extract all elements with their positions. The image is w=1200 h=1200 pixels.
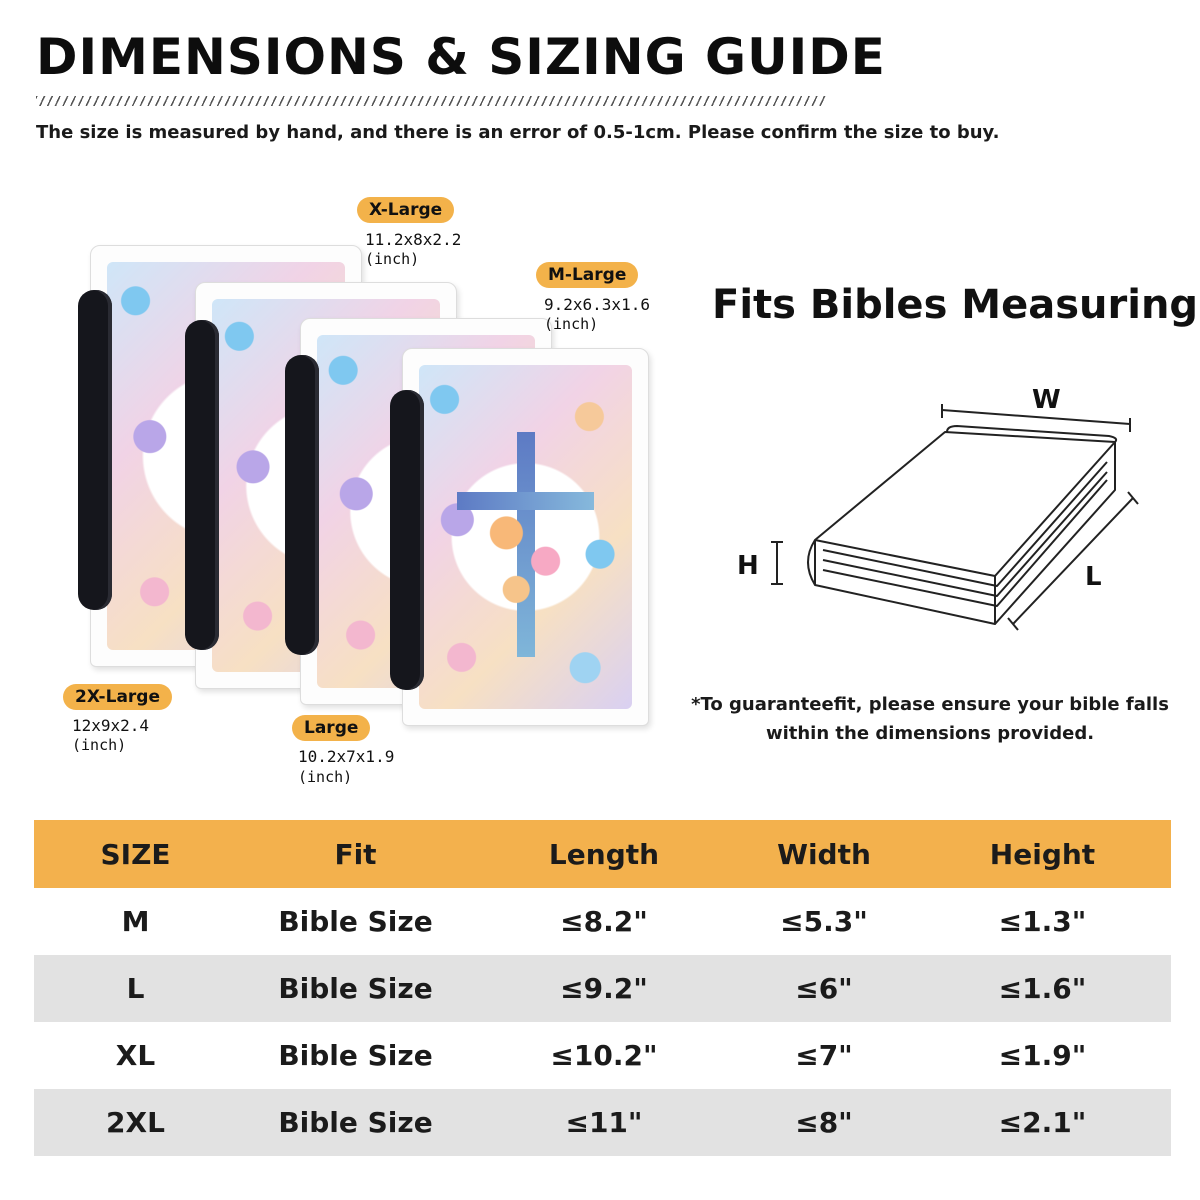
cell-height: ≤1.3" <box>998 905 1087 938</box>
header-width: Width <box>777 837 871 871</box>
hatch-divider <box>36 96 826 106</box>
header-height: Height <box>989 837 1096 871</box>
size-dims-x-large: 11.2x8x2.2 <box>365 230 462 249</box>
size-label-large: Large <box>292 715 370 741</box>
table-row <box>34 1022 1171 1089</box>
cell-length: ≤10.2" <box>550 1039 658 1072</box>
cell-height: ≤2.1" <box>998 1106 1087 1139</box>
cell-fit: Bible Size <box>278 1039 433 1072</box>
table-row <box>34 955 1171 1022</box>
header-fit: Fit <box>334 837 377 871</box>
cell-width: ≤6" <box>795 972 853 1005</box>
cell-size: XL <box>115 1039 156 1072</box>
cell-fit: Bible Size <box>278 972 433 1005</box>
table-row <box>34 888 1171 955</box>
size-unit-2x-large: (inch) <box>72 736 127 754</box>
cell-height: ≤1.9" <box>998 1039 1087 1072</box>
fit-note: *To guaranteefit, please ensure your bible falls within the dimensions provided. <box>691 694 1169 744</box>
cell-height: ≤1.6" <box>998 972 1087 1005</box>
header-length: Length <box>548 837 660 871</box>
size-label-m-large: M-Large <box>536 262 638 288</box>
cell-size: 2XL <box>106 1106 165 1139</box>
cell-fit: Bible Size <box>278 1106 433 1139</box>
size-table <box>34 820 1171 1156</box>
cell-width: ≤5.3" <box>780 905 868 938</box>
label-w: W <box>1032 385 1061 415</box>
size-dims-m-large: 9.2x6.3x1.6 <box>544 295 650 314</box>
flowers-icon <box>477 499 575 612</box>
handle-icon <box>185 320 219 650</box>
cell-size: M <box>121 905 150 938</box>
cover-m-large <box>402 348 649 726</box>
book-diagram-icon <box>735 380 1155 640</box>
label-h: H <box>737 551 759 581</box>
label-l: L <box>1085 562 1102 592</box>
handle-icon <box>285 355 319 655</box>
table-header <box>34 820 1171 888</box>
size-unit-large: (inch) <box>298 768 353 786</box>
size-dims-2x-large: 12x9x2.4 <box>72 716 150 735</box>
fits-heading: Fits Bibles Measuring <box>712 282 1199 328</box>
size-label-x-large: X-Large <box>357 197 454 223</box>
cell-length: ≤9.2" <box>560 972 648 1005</box>
page-title: DIMENSIONS & SIZING GUIDE <box>36 28 886 86</box>
size-unit-x-large: (inch) <box>365 250 420 268</box>
cell-fit: Bible Size <box>278 905 433 938</box>
cell-length: ≤11" <box>565 1106 643 1139</box>
size-label-2x-large: 2X-Large <box>63 684 172 710</box>
handle-icon <box>390 390 424 690</box>
cell-width: ≤8" <box>795 1106 853 1139</box>
size-unit-m-large: (inch) <box>544 315 599 333</box>
cell-length: ≤8.2" <box>560 905 648 938</box>
header-size: SIZE <box>100 837 171 871</box>
size-dims-large: 10.2x7x1.9 <box>298 747 395 766</box>
table-row <box>34 1089 1171 1156</box>
cell-size: L <box>126 972 145 1005</box>
handle-icon <box>78 290 112 610</box>
measurement-disclaimer: The size is measured by hand, and there is an error of 0.5-1cm. Please confirm the size to buy. <box>36 122 1000 143</box>
cell-width: ≤7" <box>795 1039 853 1072</box>
